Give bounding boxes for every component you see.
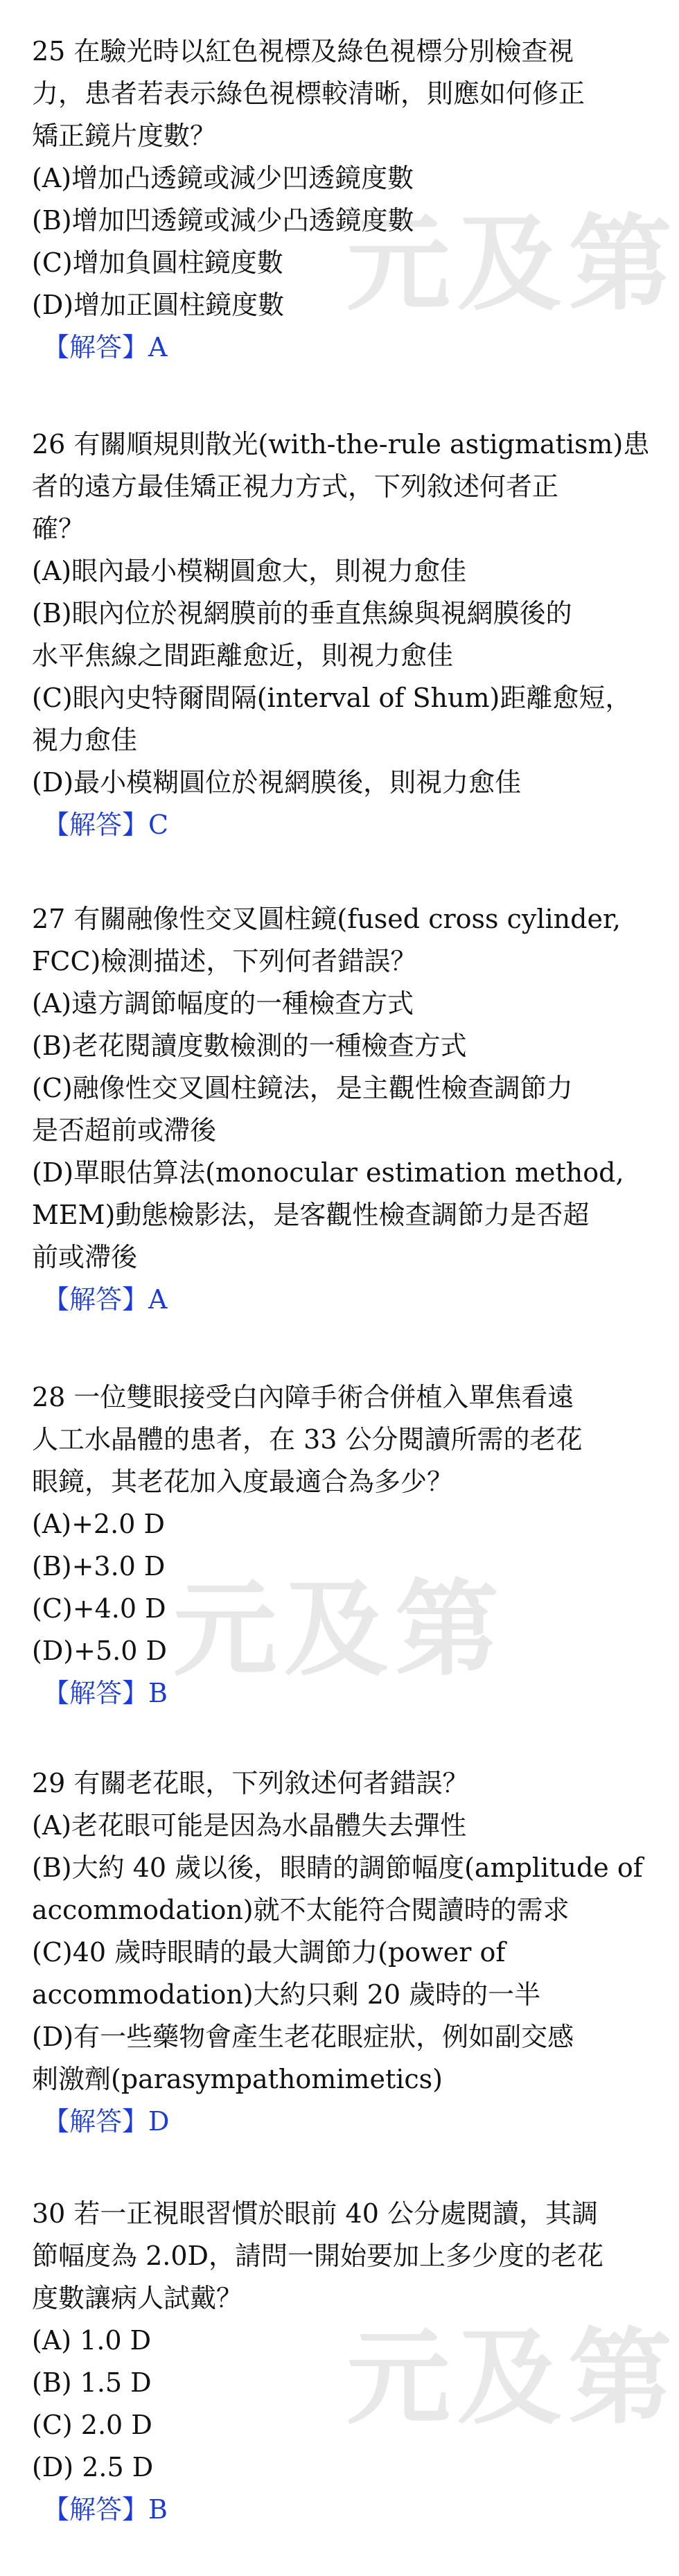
option-a: (A) 1.0 D	[32, 2325, 152, 2356]
question-30	[32, 2193, 667, 2531]
option-d: (D)最小模糊圓位於視網膜後，則視力愈佳	[32, 767, 522, 798]
question-line: 25 在驗光時以紅色視標及綠色視標分別檢查視	[32, 36, 574, 67]
option-c: (C)+4.0 D	[32, 1593, 166, 1624]
option-d-cont: 前或滯後	[32, 1242, 138, 1272]
watermark: 元及第	[173, 1570, 506, 1690]
option-b: (B)眼內位於視網膜前的垂直焦線與視網膜後的	[32, 598, 572, 629]
option-d: (D)有一些藥物會產生老花眼症狀，例如副交感	[32, 2022, 574, 2052]
option-c: (C)融像性交叉圓柱鏡法，是主觀性檢查調節力	[32, 1073, 573, 1103]
answer-label: 【解答】B	[43, 1678, 168, 1708]
question-line: 28 一位雙眼接受白內障手術合併植入單焦看遠	[32, 1382, 574, 1412]
watermark: 元及第	[346, 2318, 679, 2439]
question-line: 者的遠方最佳矯正視力方式，下列敘述何者正	[32, 471, 559, 502]
option-d-cont: 刺激劑(parasympathomimetics)	[32, 2064, 443, 2094]
question-27	[32, 898, 667, 1321]
option-d-cont: MEM)動態檢影法，是客觀性檢查調節力是否超	[32, 1200, 590, 1230]
option-b-cont: accommodation)就不太能符合閱讀時的需求	[32, 1895, 570, 1925]
question-line: 矯正鏡片度數？	[32, 121, 217, 151]
answer-label: 【解答】A	[43, 1284, 168, 1315]
option-a: (A)遠方調節幅度的一種檢查方式	[32, 988, 414, 1019]
option-c-cont: 視力愈佳	[32, 725, 138, 755]
option-a: (A)增加凸透鏡或減少凹透鏡度數	[32, 163, 414, 193]
option-d: (D)單眼估算法(monocular estimation method,	[32, 1157, 624, 1188]
option-a: (A)眼內最小模糊圓愈大，則視力愈佳	[32, 556, 467, 586]
question-line: 30 若一正視眼習慣於眼前 40 公分處閱讀，其調	[32, 2198, 598, 2229]
option-d: (D) 2.5 D	[32, 2452, 154, 2482]
option-c-cont: accommodation)大約只剩 20 歲時的一半	[32, 1979, 541, 2010]
option-b: (B)+3.0 D	[32, 1551, 166, 1581]
answer-label: 【解答】D	[43, 2106, 170, 2137]
question-26	[32, 423, 667, 846]
option-a: (A)+2.0 D	[32, 1509, 165, 1539]
option-c: (C) 2.0 D	[32, 2410, 152, 2440]
watermark: 元及第	[346, 204, 679, 325]
question-25	[32, 30, 667, 369]
question-29	[32, 1762, 667, 2143]
option-b: (B)老花閱讀度數檢測的一種檢查方式	[32, 1031, 467, 1061]
question-line: 眼鏡，其老花加入度最適合為多少？	[32, 1466, 454, 1497]
option-b: (B) 1.5 D	[32, 2367, 152, 2398]
question-line: 確？	[32, 514, 85, 544]
option-d: (D)+5.0 D	[32, 1636, 167, 1666]
option-b: (B)大約 40 歲以後，眼睛的調節幅度(amplitude of	[32, 1852, 643, 1883]
option-c: (C)增加負圓柱鏡度數	[32, 247, 283, 278]
option-a: (A)老花眼可能是因為水晶體失去彈性	[32, 1810, 467, 1841]
question-28	[32, 1376, 667, 1715]
question-line: 27 有關融像性交叉圓柱鏡(fused cross cylinder,	[32, 904, 621, 934]
question-line: FCC)檢測描述，下列何者錯誤？	[32, 946, 417, 976]
answer-label: 【解答】C	[43, 809, 169, 840]
option-c-cont: 是否超前或滯後	[32, 1115, 217, 1146]
option-c: (C)眼內史特爾間隔(interval of Shum)距離愈短，	[32, 683, 632, 713]
question-line: 力，患者若表示綠色視標較清晰，則應如何修正	[32, 78, 585, 109]
question-line: 26 有關順規則散光(with-the-rule astigmatism)患	[32, 429, 650, 459]
question-line: 人工水晶體的患者，在 33 公分閱讀所需的老花	[32, 1424, 583, 1455]
answer-label: 【解答】B	[43, 2494, 168, 2525]
option-b-cont: 水平焦線之間距離愈近，則視力愈佳	[32, 640, 454, 671]
option-b: (B)增加凹透鏡或減少凸透鏡度數	[32, 205, 414, 236]
option-d: (D)增加正圓柱鏡度數	[32, 290, 285, 320]
answer-label: 【解答】A	[43, 332, 168, 362]
question-line: 度數讓病人試戴？	[32, 2283, 243, 2313]
question-line: 29 有關老花眼，下列敘述何者錯誤？	[32, 1768, 469, 1798]
question-line: 節幅度為 2.0D，請問一開始要加上多少度的老花	[32, 2241, 603, 2271]
option-c: (C)40 歲時眼睛的最大調節力(power of	[32, 1937, 506, 1968]
